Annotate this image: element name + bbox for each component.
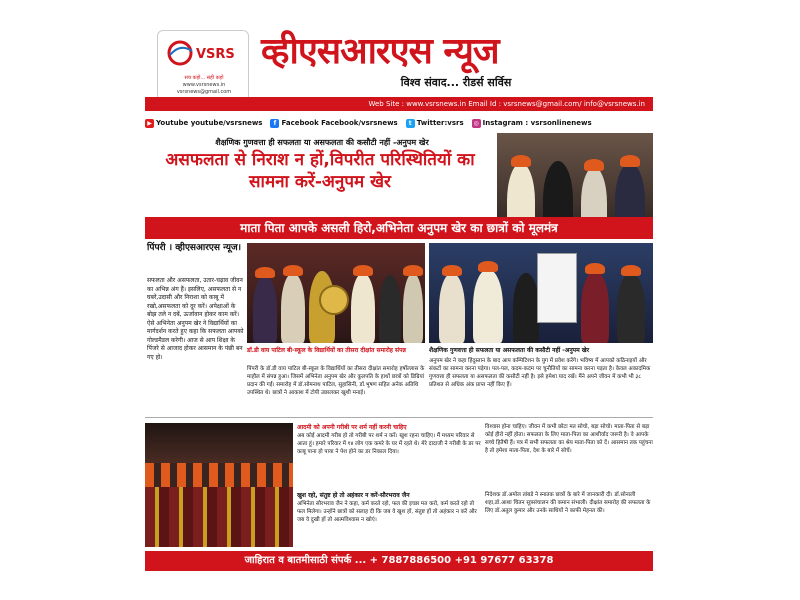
article-body-director: निदेशक डॉ.अमोल तांबडे ने स्नातक छात्रों के बारे में जानकारी दी। डॉ.सोनाली शहा,डॉ.आशा चितन सूत्रसंचालन की कमान संभाली। दीक्षांत समारोह की सफलता के लिए डॉ.अतुल कुमार और उनके साथियों ने काफी मेहनत की। [485,492,651,514]
section-divider [145,417,653,418]
social-instagram[interactable] [472,119,592,128]
dateline: पिंपरी । व्हीएसआरएस न्यूज। [147,243,242,253]
subhead-saurabh: खुश रहो, संतुष्ट हो तो अहंकार न करें-सौरभराव जैन [297,492,410,499]
photo-dignitaries [247,243,425,343]
social-facebook-label: Facebook Facebook/vsrsnews [281,119,398,127]
youtube-icon: ▶ [145,119,154,128]
subhead-poverty: आदमी को अपनी गरीबी पर शर्म नहीं करनी चाहिए [297,424,407,431]
social-links [145,115,653,131]
caption-convocation: डॉ.डी वाय पाटिल बी-स्कूल के विद्यार्थियों का तीसरा दीक्षांत समारोह संपन्न [247,347,406,354]
website-bar[interactable]: Web Site : www.vsrsnews.in Email Id : vsrsnews@gmail.com/ info@vsrsnews.in [145,97,653,111]
logo-details [162,75,246,96]
newspaper-page [143,25,655,575]
twitter-icon: t [406,119,415,128]
logo-website: www.vsrsnews.in [182,82,226,88]
article-headline: असफलता से निराश न हों,विपरीत परिस्थितियों का सामना करें-अनुपम खेर [165,150,475,192]
instagram-icon: ◎ [473,119,479,127]
photo-graduates [145,423,293,547]
article-kicker: शैक्षणिक गुणवत्ता ही सफलता या असफलता की कसौटी नहीं -अनुपम खेर [215,138,429,147]
social-twitter-label: Twitter:vsrs [416,119,464,127]
article-body-saurabh: अभिनेता सौरभराव जैन ने कहा, कर्म करते रहो, फल की इच्छा मत करो, कर्म करते रहो तो फल मिलेगा। उन्होंने छात्रों को सलाह दी कि जब वे खुश हों, संतुष्ट हों तो अहंकार न करें और जब वे दुखी हों तो आत्मविश्वास न खोएं। [297,501,477,523]
newspaper-title: व्हीएसआरएस न्यूज [261,30,499,72]
logo [157,30,249,102]
facebook-icon: f [270,119,279,128]
social-youtube-label: Youtube youtube/vsrsnews [156,119,263,127]
logo-text: VSRS [196,47,235,62]
article-body-quality: अनुपम खेर ने कहा हिंदुस्तान के बाद आप कम्पिटिशन के युग में प्रवेश करेंगे। भविष्य में आपको कठिनाइयों और संकटों का सामना करना पड़ेगा। पल-पल, कदम-कदम पर चुनौतियों का सामना करना पड़ता है। केवल अकादमिक गुणवत्ता ही सफलता या असफलता की कसौटी नहीं है। इसे हमेशा याद रखें। मैंने अपने जीवन में कभी भी ३८ प्रतिशत से अधिक अंक प्राप्त नहीं किए हैं। [429,358,651,388]
headline-strip: माता पिता आपके असली हिरो,अभिनेता अनुपम खेर का छात्रों को मूलमंत्र [145,217,653,239]
caption-quality: शैक्षणिक गुणवत्ता ही सफलता या असफलता की कसौटी नहीं -अनुपम खेर [429,347,590,354]
article-body-parents: विश्वास होना चाहिए। जीवन में कभी छोटा मत सोचो, बड़ा सोचो। माता-पिता से बड़ा कोई हीरो नहीं होता। सफलता के लिए माता-पिता का आशीर्वाद जरूरी है। वे आपके सच्चे हितैषी हैं। पत्र में सभी सफलता का श्रेय माता-पिता को दें। आसमान तक पहुंचना है तो हमेशा माता-पिता, देश के बारे में सोचें। [485,424,653,454]
logo-tagline: सच कहो... सही कहो [184,75,224,81]
newspaper-subtitle: विश्व संवाद... रीडर्स सर्विस [400,76,512,89]
social-youtube[interactable] [145,119,262,128]
logo-email: vsrsnews@gmail.com [176,89,232,95]
social-twitter[interactable] [406,119,464,128]
masthead [143,25,655,105]
vsrs-logo-icon [166,37,242,69]
article-body-poverty: अब कोई आदमी गरीब हो तो गरीबी पर शर्म न करें। खुश रहना चाहिए। मैं मध्यम परिवार से आता हूं। हमारे परिवार में १४ लोग एक कमरे के घर में रहते थे। मेरे दादाजी ने गरीबी के डर पर काबू पाना हो पाया ने पेश होने का डर निकाल दिया। [297,433,481,455]
article-body-convocation: पिंपरी के डॉ.डी वाय पाटिल बी-स्कूल के विद्यार्थियों का तीसरा दीक्षांत समारोह हर्षोल्लास के माहौल में संपन्न हुआ। जिसमें अभिनेता अनुपम खेर और कुलपति के हाथों छात्रों को डिग्रियां प्रदान की गईं। समारोह में डॉ.सोमनाथ पाटिल, सुहासिनी, डॉ.भूषण सहित अनेक अतिथि उपस्थित थे। छात्रों ने आकाश में टोपी उछालकर खुशी मनाई। [247,366,425,396]
social-instagram-label: Instagram : vsrsonlinenews [482,119,592,127]
article-intro-column: सफलता और असफलता, उतार-चढ़ाव जीवन का अभिन्न अंग हैं। इसलिए, असफलता से न घबरें,उदासी और निराशा को काबू में रखो,असफलता को दूर करें। अपेक्षाओं के बोझ तले न दबें, ऊर्जावान होकर काम करें। ऐसे अभिनेता अनुपम खेर ने विद्यार्थियों का मार्गदर्शन करते हुए कहा कि सफलता आपको गोल्डमैडल करेगी। आज से आप शिक्षा के पिंजरे से आजाद होकर आसमान के पंछी बन गए हो। [147,277,244,361]
social-facebook[interactable] [270,119,397,128]
photo-felicitation [429,243,653,343]
contact-footer: जाहिरात व बातमीसाठी संपर्क ... + 7887886500 +91 97677 63378 [145,551,653,571]
